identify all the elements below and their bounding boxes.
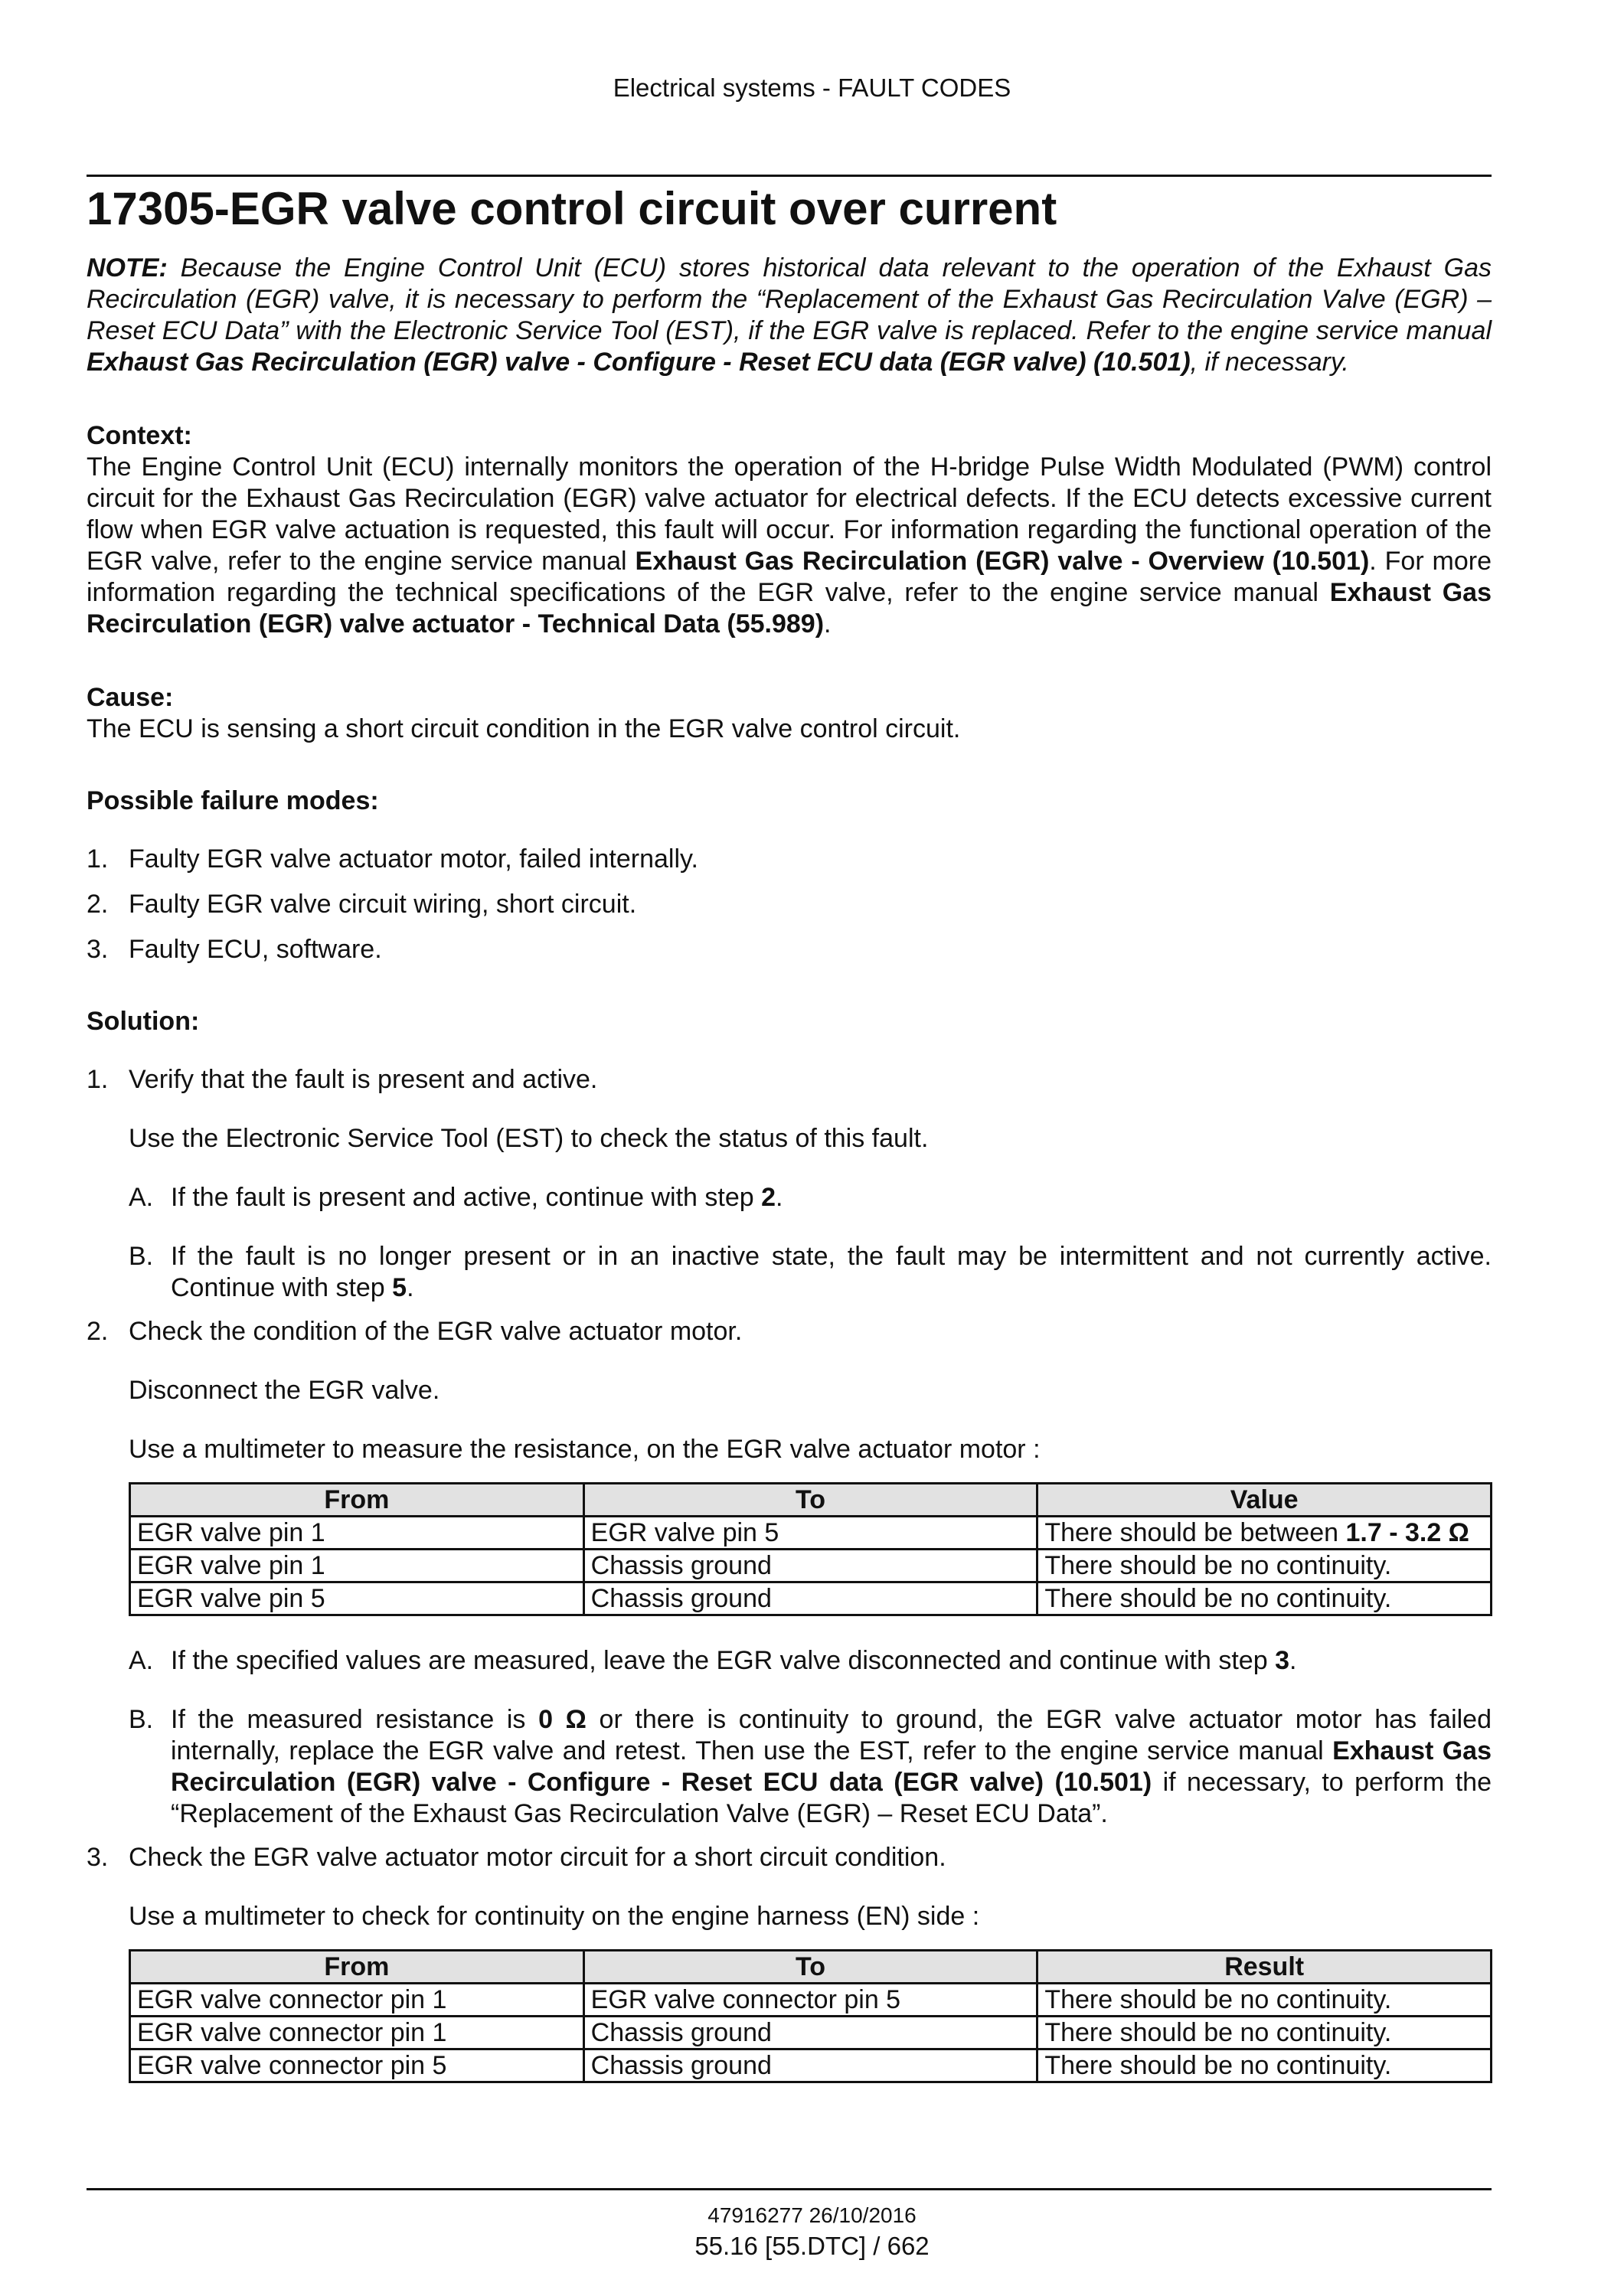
context-heading: Context: (87, 421, 192, 450)
table-row (130, 2017, 1492, 2049)
solution-step-1 (87, 1064, 1492, 1096)
list-text: Faulty EGR valve actuator motor, failed internally. (129, 844, 698, 874)
list-number: 2. (87, 890, 109, 919)
solution-step-3 (87, 1842, 1492, 1873)
cell-to: Chassis ground (583, 1582, 1037, 1615)
resistance-table (129, 1482, 1492, 1616)
step-1-option-a (87, 1182, 1492, 1213)
step-number: 2. (87, 1317, 109, 1346)
cell-value (1037, 1550, 1492, 1582)
cell-to: Chassis ground (583, 2017, 1037, 2049)
note-paragraph (87, 253, 1492, 378)
option-text: If the fault is present and active, continue with step (171, 1183, 762, 1212)
list-item (87, 844, 1492, 875)
option-step-ref: 5 (392, 1273, 407, 1302)
list-number: 3. (87, 935, 109, 964)
option-text: If the specified values are measured, leave the EGR valve disconnected and continue with step (171, 1646, 1276, 1675)
list-item (87, 889, 1492, 920)
cell-from: EGR valve connector pin 1 (130, 2017, 584, 2049)
footer-document-code: 47916277 26/10/2016 (707, 2203, 917, 2227)
context-reference-1: Exhaust Gas Recirculation (EGR) valve - Overview (10.501) (635, 547, 1370, 576)
footer-rule (87, 2188, 1492, 2190)
option-text-1: If the measured resistance is (171, 1705, 539, 1734)
step-1-instruction: Use the Electronic Service Tool (EST) to check the status of this fault. (129, 1124, 929, 1153)
option-text-end: . (1289, 1646, 1297, 1675)
column-header-value: Value (1037, 1484, 1492, 1517)
solution-section (87, 1006, 1492, 2083)
step-2-option-b (87, 1704, 1492, 1830)
solution-step-2 (87, 1316, 1492, 1347)
context-text-3: . (824, 609, 832, 639)
cell-result: There should be no continuity. (1037, 2017, 1492, 2049)
step-2-option-a (87, 1645, 1492, 1677)
option-bold-1: 0 Ω (538, 1705, 587, 1734)
option-letter: A. (129, 1646, 154, 1675)
option-text-3: if necessary, to perform the “Replacement of the Exhaust Gas Recirculation Valve (EGR) – Reset ECU Data”. (171, 1768, 1492, 1828)
cause-text: The ECU is sensing a short circuit condition in the EGR valve control circuit. (87, 714, 961, 743)
step-number: 1. (87, 1065, 109, 1094)
cell-result: There should be no continuity. (1037, 1984, 1492, 2017)
column-header-to: To (583, 1951, 1037, 1984)
column-header-from: From (130, 1951, 584, 1984)
note-text-1: Because the Engine Control Unit (ECU) stores historical data relevant to the operation of the Exhaust Gas Recirculation (EGR) valve, it is necessary to perform the “Replacement of the Exhaust Gas Recirculation Valve (EGR) – Reset ECU Data” with the Electronic Service Tool (EST), if the EGR valve is replaced. Refer to the engine service manual (87, 253, 1492, 345)
note-text-2: , if necessary. (1190, 348, 1349, 377)
option-text-2: or there is continuity to ground, the EGR valve actuator motor has failed internally, replace the EGR valve and retest. Then use the EST, refer to the engine service manual (171, 1705, 1492, 1765)
cell-from: EGR valve pin 1 (130, 1517, 584, 1550)
step-text: Verify that the fault is present and active. (129, 1065, 598, 1094)
cell-to: Chassis ground (583, 2049, 1037, 2082)
cause-heading: Cause: (87, 683, 174, 712)
cell-from: EGR valve connector pin 1 (130, 1984, 584, 2017)
page-title: 17305-EGR valve control circuit over current (87, 183, 1057, 234)
cell-value (1037, 1582, 1492, 1615)
table-row (130, 1582, 1492, 1615)
context-text (87, 452, 1492, 640)
option-letter: B. (129, 1242, 154, 1271)
cell-to: Chassis ground (583, 1550, 1037, 1582)
list-item (87, 934, 1492, 965)
value-text: There should be no continuity. (1044, 1584, 1392, 1613)
step-2-instruction-2: Use a multimeter to measure the resistance, on the EGR valve actuator motor : (129, 1435, 1041, 1464)
context-text-1: The Engine Control Unit (ECU) internally monitors the operation of the H-bridge Pulse Width Modulated (PWM) control circuit for the Exhaust Gas Recirculation (EGR) valve actuator for electrical defects. If the ECU detects excessive current flow when EGR valve actuation is requested, this fault will occur. For information regarding the functional operation of the EGR valve, refer to the engine service manual (87, 452, 1492, 576)
page-header: Electrical systems - FAULT CODES (613, 73, 1011, 102)
step-number: 3. (87, 1843, 109, 1872)
table-row (130, 1984, 1492, 2017)
cell-value (1037, 1517, 1492, 1550)
option-letter: B. (129, 1705, 154, 1734)
option-text-end: . (776, 1183, 783, 1212)
cell-from: EGR valve pin 1 (130, 1550, 584, 1582)
column-header-result: Result (1037, 1951, 1492, 1984)
step-text: Check the EGR valve actuator motor circuit for a short circuit condition. (129, 1843, 946, 1872)
list-number: 1. (87, 844, 109, 874)
value-text: There should be no continuity. (1044, 1551, 1392, 1580)
cell-result: There should be no continuity. (1037, 2049, 1492, 2082)
cell-from: EGR valve pin 5 (130, 1582, 584, 1615)
list-text: Faulty EGR valve circuit wiring, short circuit. (129, 890, 637, 919)
step-2-instruction-1: Disconnect the EGR valve. (129, 1376, 440, 1405)
option-letter: A. (129, 1183, 154, 1212)
option-step-ref: 2 (761, 1183, 776, 1212)
table-row (130, 2049, 1492, 2082)
table-row (130, 1517, 1492, 1550)
option-text-end: . (407, 1273, 414, 1302)
context-text-2: . For more information regarding the technical specifications of the EGR valve, refer to the engine service manual (87, 547, 1492, 607)
solution-heading: Solution: (87, 1007, 200, 1036)
step-3-instruction: Use a multimeter to check for continuity on the engine harness (EN) side : (129, 1902, 980, 1931)
note-reference: Exhaust Gas Recirculation (EGR) valve - Configure - Reset ECU data (EGR valve) (10.501) (87, 348, 1191, 377)
value-text: There should be between (1044, 1518, 1346, 1547)
context-section (87, 420, 1492, 640)
cell-to: EGR valve connector pin 5 (583, 1984, 1037, 2017)
option-bold-2: Exhaust Gas Recirculation (EGR) valve - Configure - Reset ECU data (EGR valve) (10.501) (171, 1736, 1492, 1797)
footer-page-number: 55.16 [55.DTC] / 662 (694, 2232, 930, 2260)
option-text: If the fault is no longer present or in an inactive state, the fault may be intermittent and not currently active. Continue with step (171, 1242, 1492, 1302)
context-reference-2: Exhaust Gas Recirculation (EGR) valve actuator - Technical Data (55.989) (87, 578, 1492, 639)
note-label: NOTE: (87, 253, 168, 283)
column-header-from: From (130, 1484, 584, 1517)
step-1-option-b (87, 1241, 1492, 1304)
failure-modes-section (87, 785, 1492, 965)
table-header-row (130, 1951, 1492, 1984)
option-step-ref: 3 (1275, 1646, 1289, 1675)
cause-section (87, 682, 1492, 745)
step-text: Check the condition of the EGR valve actuator motor. (129, 1317, 743, 1346)
cell-from: EGR valve connector pin 5 (130, 2049, 584, 2082)
continuity-table (129, 1949, 1492, 2083)
failure-modes-heading: Possible failure modes: (87, 786, 379, 815)
table-row (130, 1550, 1492, 1582)
header-rule (87, 175, 1492, 177)
table-header-row (130, 1484, 1492, 1517)
value-bold: 1.7 - 3.2 Ω (1345, 1518, 1469, 1547)
cell-to: EGR valve pin 5 (583, 1517, 1037, 1550)
column-header-to: To (583, 1484, 1037, 1517)
list-text: Faulty ECU, software. (129, 935, 382, 964)
